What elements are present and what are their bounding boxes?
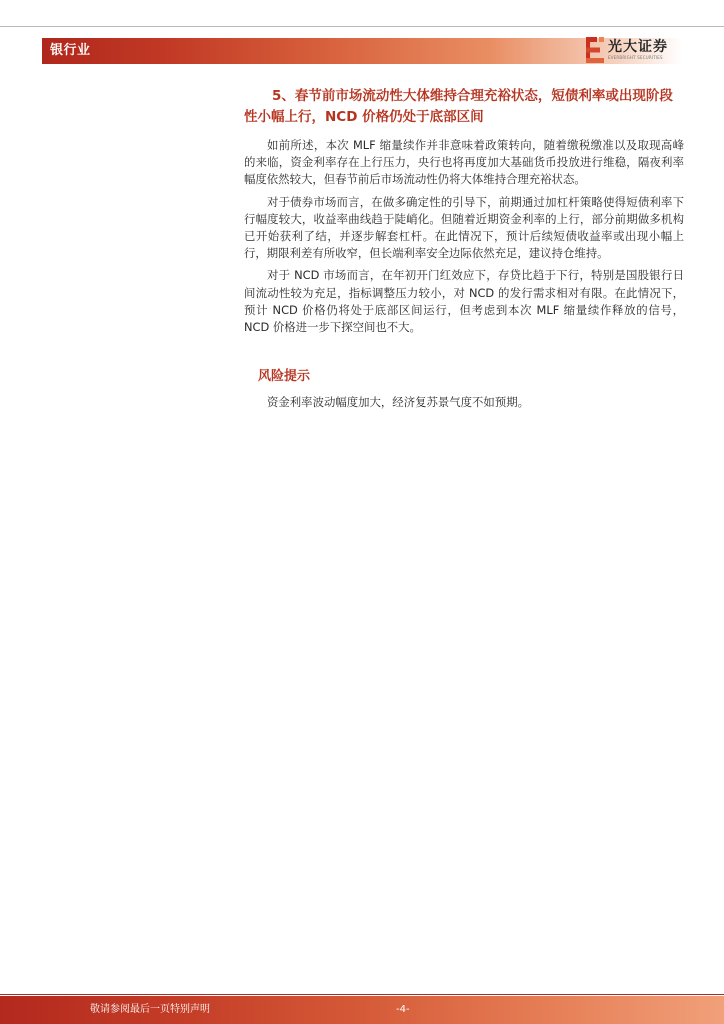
logo-name: 光大证券 — [608, 39, 668, 55]
top-rule — [0, 26, 724, 27]
company-logo — [586, 34, 686, 68]
risk-text: 资金利率波动幅度加大，经济复苏景气度不如预期。 — [267, 395, 529, 410]
risk-title: 风险提示 — [258, 369, 311, 385]
page-number: -4- — [396, 1004, 410, 1015]
footer-disclaimer: 敬请参阅最后一页特别声明 — [90, 1004, 210, 1015]
section-title: 5、春节前市场流动性大体维持合理充裕状态，短债利率或出现阶段性小幅上行，NCD 价格仍处于底部区间 — [244, 88, 673, 125]
header-section-label: 银行业 — [50, 43, 91, 58]
paragraph: 对于债券市场而言，在做多确定性的引导下，前期通过加杠杆策略使得短债利率下行幅度较大，收益率曲线趋于陡峭化。但随着近期资金利率的上行，部分前期做多机构已开始获利了结，并逐步解套杠杆。在此情况下，预计后续短债收益率或出现小幅上行，期限利差有所收窄，但长端利率安全边际依然充足，建议持仓维持。 — [244, 194, 684, 261]
logo-mark-icon — [586, 37, 604, 63]
paragraph: 如前所述，本次 MLF 缩量续作并非意味着政策转向，随着缴税缴准以及取现高峰的来临，资金利率存在上行压力，央行也将再度加大基础货币投放进行维稳，隔夜利率幅度依然较大，但春节前后市场流动性仍将大体维持合理充裕状态。 — [244, 138, 684, 187]
footer-rule — [0, 994, 724, 995]
logo-subtitle: EVERBRIGHT SECURITIES — [608, 55, 663, 60]
paragraph: 对于 NCD 市场而言，在年初开门红效应下，存贷比趋于下行，特别是国股银行日间流动性较为充足，指标调整压力较小，对 NCD 的发行需求相对有限。在此情况下，预计 NCD 价格仍将处于底部区间运行，但考虑到本次 MLF 缩量续作释放的信号，NCD 价格进一步下探空间也不大。 — [244, 268, 684, 335]
main-content — [244, 86, 684, 411]
